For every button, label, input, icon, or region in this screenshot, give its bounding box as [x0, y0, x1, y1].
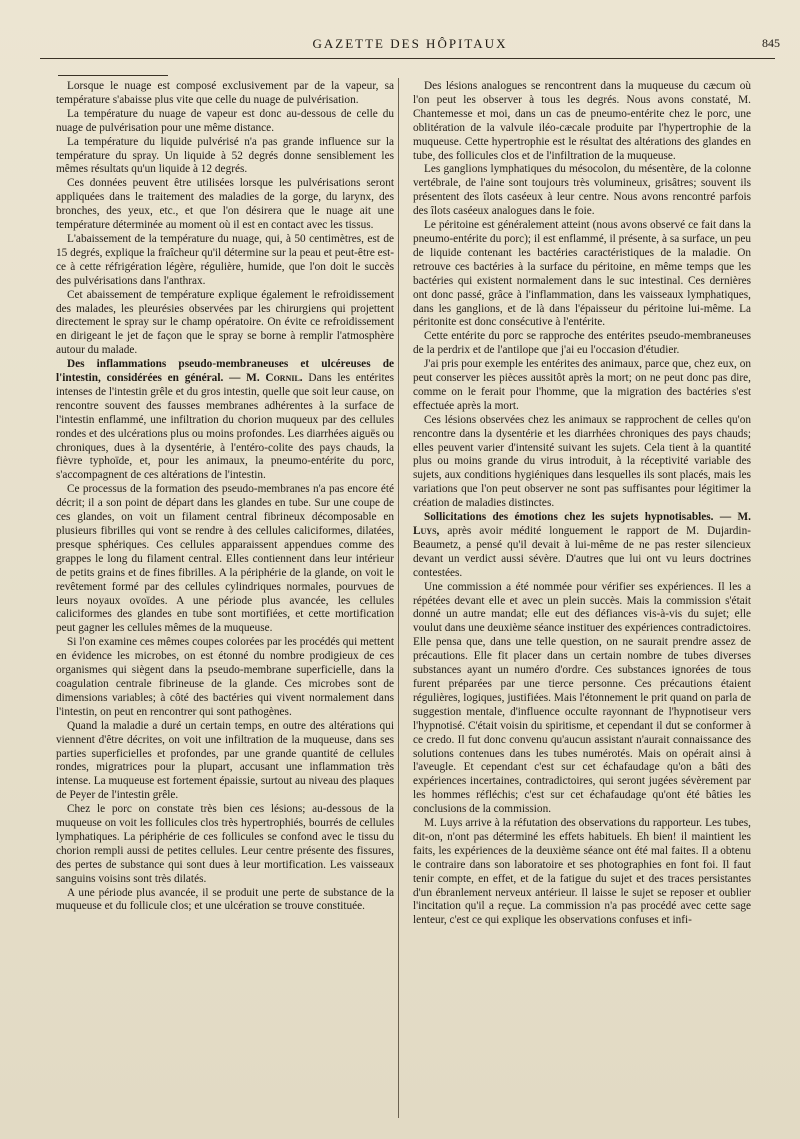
section-heading: Sollicitations des émotions chez les sujets hypnotisables. [424, 511, 714, 524]
section-separator-rule [58, 75, 168, 76]
paragraph: Des lésions analogues se rencontrent dans la muqueuse du cæcum où l'on peut les observer à tous les degrés. Nous avons constaté, M. Chantemesse et moi, dans un cas de pneumo-entérite chez le porc, une oblitération de la valvule iléo-cæcale produite par l'hypertrophie de la muqueuse. Cette hypertrophie est le résultat des altérations des glandes en tube, des follicules clos et de l'infiltration de la muqueuse. [413, 80, 751, 162]
paragraph: Ces données peuvent être utilisées lorsque les pulvérisations seront appliquées dans le traitement des maladies de la gorge, du larynx, des bronches, des yeux, etc., et que l'on désirera que le nuage ait une température déterminée au moment où il est en contact avec les tissus. [56, 177, 394, 232]
paragraph: Quand la maladie a duré un certain temps, en outre des altérations qui viennent d'être décrites, on voit une infiltration de la muqueuse, dans ses parties superficielles et profondes, par une grande quantité de cellules rondes, migratrices pour la plupart, accusant une inflammation très intense. La muqueuse est fortement épaissie, surtout au niveau des plaques de Peyer de l'intestin grêle. [56, 719, 394, 802]
paragraph: Lorsque le nuage est composé exclusivement par de la vapeur, sa température s'abaisse plus vite que celle du nuage de pulvérisation. [56, 80, 394, 106]
section-opening: après avoir médité longuement le rapport de M. Dujardin-Beaumetz, a pensé qu'il devait à lui-même de ne pas rester silencieux devant un verdict aussi sévère. D'autres que lui ont vu leurs doctrines contestées. [413, 525, 751, 579]
section-author: — M. Cornil. [229, 372, 303, 385]
section-paragraph [56, 358, 394, 483]
section-opening: Dans les entérites intenses de l'intestin grêle et du gros intestin, quelle que soit leur cause, on rencontre souvent des fausses membranes adhérentes à la surface de l'intestin enflammé, une infiltration du chorion muqueux par des cellules rondes et des ulcérations plus ou moins profondes. Les diarrhées aiguës ou chroniques, dues à la dysentérie, à l'entéro-colite des pays chauds, la fièvre typhoïde, et, pour les animaux, la pneumo-entérite du porc, s'accompagnent de ces altérations de l'intestin. [56, 372, 395, 482]
paragraph: Ce processus de la formation des pseudo-membranes n'a pas encore été décrit; il a son point de départ dans les glandes en tube. Sur une coupe de ces glandes, on voit un filament central fibrineux décomposable en plusieurs fibrilles qui vont se rendre à des cellules caliciformes, dilatées, presque sphériques. Ces cellules apparaissent appendues comme des grappes le long du filament central. Elles contiennent dans leur intérieur de petits grains et de fines fibrilles. A la périphérie de la glande, on voit le revêtement formé par des cellules cylindriques normales, pourvues de leurs noyaux ovoïdes. A une période plus avancée, les cellules caliciformes des glandes en tube sont mortifiées, et cette mortification peut gagner les cellules mêmes de la muqueuse. [56, 483, 394, 635]
column-divider [398, 78, 399, 1118]
paragraph: Chez le porc on constate très bien ces lésions; au-dessous de la muqueuse on voit les follicules clos très hypertrophiés, bourrés de cellules lymphatiques. La périphérie de ces follicules se confond avec le tissu du chorion rempli aussi de petites cellules. Leur centre présente des fissures, des pertes de substance qui sont dues à leur mortification. Les vaisseaux sanguins voisins sont très dilatés. [56, 803, 394, 885]
paragraph: M. Luys arrive à la réfutation des observations du rapporteur. Les tubes, dit-on, n'ont pas déterminé les effets habituels. Eh bien! il maintient les faits, les expériences de la deuxième séance ont été mal faites. Il a obtenu le contraire dans son laboratoire et ses photographies en font foi. Il faut tenir compte, en effet, et de la fatigue du sujet et des traces persistantes d'un ébranlement nerveux antérieur. Il laisse le sujet se reposer et oublier l'incitation qu'il a reçue. La commission n'a pas procédé avec cette sage lenteur, c'est ce qui explique les observations confuses et infi- [413, 817, 751, 927]
paragraph: La température du nuage de vapeur est donc au-dessous de celle du nuage de pulvérisation pour une même distance. [56, 107, 394, 134]
section-heading: Des inflammations pseudo-membraneuses et ulcéreuses de l'intestin, considérées en général. [56, 358, 394, 385]
paragraph: Ces lésions observées chez les animaux se rapprochent de celles qu'on rencontre dans la dysentérie et les diarrhées chroniques des pays chauds; elles peuvent varier d'intensité suivant les sujets. Cela tient à la quantité plus ou moins grande du virus introduit, à la réceptivité variable des sujets, aux conditions hygiéniques dans lesquelles ils sont placés, mais les variations que l'on peut observer ne sont pas suffisantes pour légitimer la création de maladies distinctes. [413, 413, 751, 510]
paragraph: J'ai pris pour exemple les entérites des animaux, parce que, chez eux, on peut conserver les pièces aussitôt après la mort; on ne peut donc pas dire, comme on le ferait pour l'homme, que la migration des bactéries s'est effectuée après la mort. [413, 358, 751, 412]
paragraph: Si l'on examine ces mêmes coupes colorées par les procédés qui mettent en évidence les microbes, on est étonné du nombre prodigieux de ces organismes qui siègent dans la pseudo-membrane superficielle, dans la coagulation centrale fibrineuse de la glande. Ces microbes sont de dimensions variables; à côté des bactéries qui vivent normalement dans l'intestin, on peut en rencontrer qui sont pathogènes. [56, 636, 394, 718]
left-column [56, 80, 394, 914]
header-rule [40, 58, 775, 59]
paragraph: Le péritoine est généralement atteint (nous avons observé ce fait dans la pneumo-entérite du porc); il est enflammé, il présente, à sa surface, un peu de liquide contenant les bactéries caractéristiques de la maladie. On retrouve ces bactéries à la surface du péritoine, en même temps que les bactéries qui existent normalement dans le suc intestinal. Ces dernières ont donc passé, grâce à l'inflammation, dans les vaisseaux lymphatiques, dans les ganglions, et de là dans l'épaisseur du péritoine lui-même. La péritonite est donc consécutive à l'entérite. [413, 219, 751, 329]
paragraph: La température du liquide pulvérisé n'a pas grande influence sur la température du spray. Un liquide à 52 degrés donne sensiblement les mêmes résultats qu'un liquide à 12 degrés. [56, 135, 394, 176]
paragraph: Les ganglions lymphatiques du mésocolon, du mésentère, de la colonne vertébrale, de l'aine sont toujours très volumineux, grisâtres; souvent ils présentent des îlots caséeux à leur centre. Nous avons rencontré parfois des îlots caséeux analogues dans le foie. [413, 163, 751, 218]
paragraph: Cet abaissement de température explique également le refroidissement des malades, les pleurésies observées par les chirurgiens qui projettent directement le spray sur le champ opératoire. On évite ce refroidissement en dirigeant le jet de façon que le spray se borne à remplir l'atmosphère autour du malade. [56, 288, 394, 357]
right-column [413, 80, 751, 928]
section-paragraph [413, 511, 751, 581]
paragraph: Cette entérite du porc se rapproche des entérites pseudo-membraneuses de la perdrix et de l'antilope que j'ai eu l'occasion d'étudier. [413, 330, 751, 357]
paragraph: A une période plus avancée, il se produit une perte de substance de la muqueuse et du follicule clos; et une ulcération se trouve constituée. [56, 886, 394, 913]
paragraph: Une commission a été nommée pour vérifier ses expériences. Il les a répétées devant elle et avec un plein succès. Mais la commission s'était donné un autre mandat; elle eut des défiances vis-à-vis du sujet; elle voulut dans une deuxième séance instituer des expériences contradictoires. Elle pensa que, dans une telle question, on ne saurait prendre assez de précautions. Elle fit placer dans un certain nombre de tubes diverses substances ayant un numéro d'ordre. Ces substances ignorées de tous furent préparées par une tierce personne. Ces précautions étaient régulières, logiques, justifiées. Mais l'étonnement le prit quand on parla de suggestion mentale, d'influence occulte rayonnant de l'hypnotiseur vers l'hypnotisé. C'était voisin du spiritisme, et cependant il dut se conformer à ce credo. Il fut donc convenu qu'aucun assistant n'aurait connaissance des solutions contenues dans les tubes numérotés. Mais on opérait ainsi à l'aveugle. Et cependant c'est sur cet échafaudage qu'on a bâti des expériences incertaines, contradictoires, qui seront jugées sévèrement par les hommes réfléchis; c'est sur cet échafaudage qu'ont été bâties les conclusions de la commission. [413, 580, 751, 816]
page-number: 845 [762, 36, 780, 50]
paragraph: L'abaissement de la température du nuage, qui, à 50 centimètres, est de 15 degrés, explique la fraîcheur qu'il détermine sur la peau et peut-être est-ce à cette réfrigération légère, régulière, humide, que l'on doit le succès des pulvérisations dans l'anthrax. [56, 232, 394, 287]
running-title: GAZETTE DES HÔPITAUX [312, 36, 508, 51]
section-author: — M. Luys, [413, 511, 751, 537]
page-header [40, 36, 780, 56]
